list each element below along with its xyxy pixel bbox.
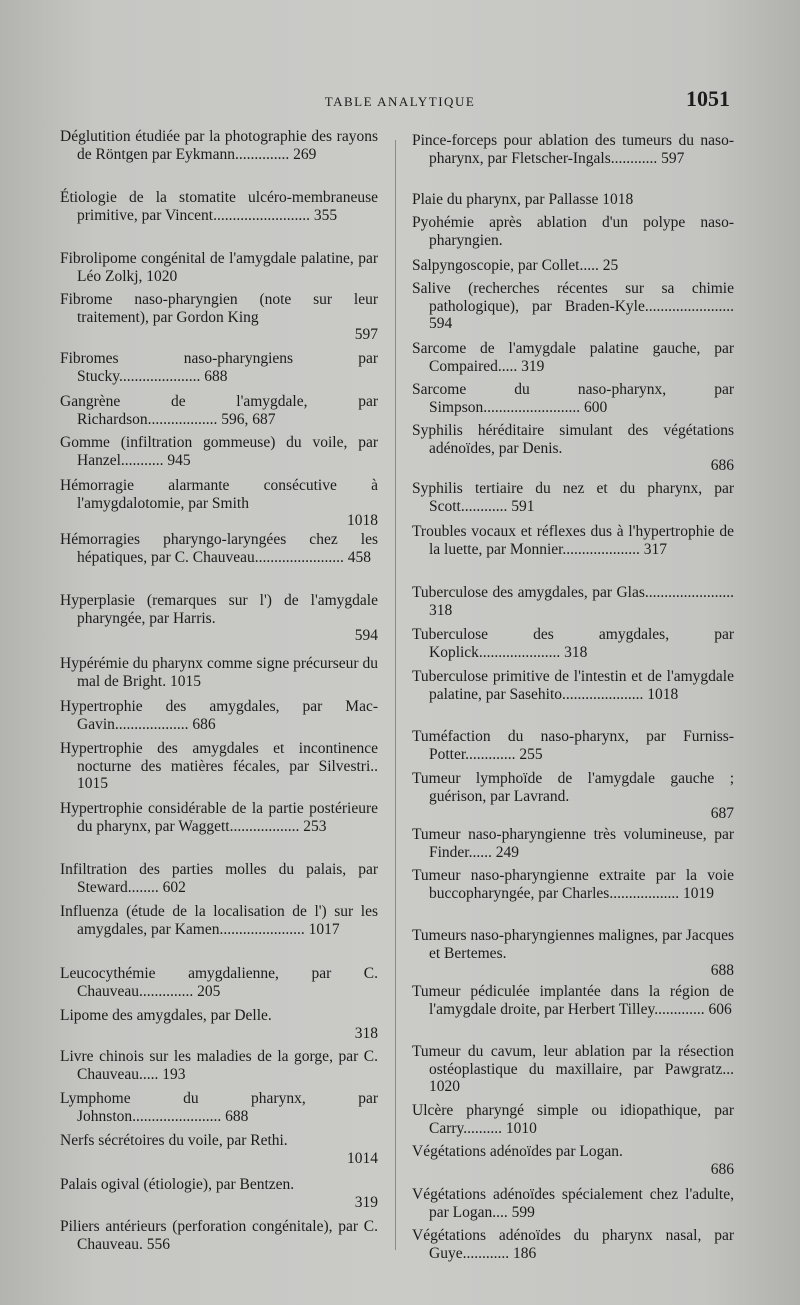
entry-text: Gomme (infiltration gommeuse) du voile, par Hanzel........... 945 (60, 434, 378, 469)
entry-text: Troubles vocaux et réflexes dus à l'hypertrophie de la luette, par Monnier.................... 317 (412, 523, 734, 558)
index-entry (60, 861, 378, 896)
entry-page: 318 (354, 1024, 378, 1042)
entry-text: Livre chinois sur les maladies de la gorge, par C. Chauveau..... 193 (60, 1048, 378, 1083)
index-entry (60, 740, 378, 793)
index-entry (60, 291, 378, 344)
index-entry (60, 250, 378, 285)
entry-text: Piliers antérieurs (perforation congénitale), par C. Chauveau. 556 (60, 1218, 378, 1253)
entry-page: 686 (710, 457, 734, 474)
entry-page: 319 (354, 1193, 378, 1211)
index-entry (412, 1227, 734, 1262)
entry-text: Hypertrophie considérable de la partie postérieure du pharynx, par Waggett.................. 253 (60, 800, 378, 835)
index-entry (412, 668, 734, 703)
index-entry (412, 422, 734, 475)
entry-text: Syphilis tertiaire du nez et du pharynx, par Scott............ 591 (412, 480, 734, 515)
index-entry (412, 214, 734, 249)
index-entry (60, 1176, 378, 1211)
entry-text: Fibrome naso-pharyngien (note sur leur traitement), par Gordon King (60, 291, 378, 326)
index-entry (412, 191, 734, 209)
entry-text: Plaie du pharynx, par Pallasse 1018 (412, 191, 634, 208)
index-entry (60, 128, 378, 163)
entry-page: 688 (710, 962, 734, 979)
index-entry (412, 1043, 734, 1096)
entry-text: Salive (recherches récentes sur sa chimie pathologique), par Braden-Kyle....................... 594 (412, 280, 734, 332)
index-entry (412, 927, 734, 980)
entry-text: Hypérémie du pharynx comme signe précurseur du mal de Bright. 1015 (60, 655, 378, 690)
entry-text: Végétations adénoïdes spécialement chez l'adulte, par Logan.... 599 (412, 1186, 734, 1221)
entry-text: Tuberculose des amygdales, par Glas....................... 318 (412, 584, 734, 619)
index-entry (60, 1218, 378, 1253)
entry-text: Salpyngoscopie, par Collet..... 25 (412, 257, 619, 274)
entry-text: Nerfs sécrétoires du voile, par Rethi. (60, 1132, 288, 1149)
entry-text: Tuberculose des amygdales, par Koplick..................... 318 (412, 626, 734, 661)
index-entry (60, 434, 378, 469)
entry-text: Sarcome de l'amygdale palatine gauche, par Compaired..... 319 (412, 340, 734, 375)
page-header (0, 86, 800, 116)
entry-text: Lipome des amygdales, par Delle. (60, 1007, 272, 1024)
entry-text: Déglutition étudiée par la photographie des rayons de Röntgen par Eykmann.............. 269 (60, 128, 378, 163)
index-entry (60, 903, 378, 938)
entry-text: Fibrolipome congénital de l'amygdale palatine, par Léo Zolkj, 1020 (60, 250, 378, 285)
index-entry (60, 477, 378, 530)
index-entry (412, 826, 734, 861)
index-entry (412, 867, 734, 902)
index-entry (412, 1143, 734, 1178)
entry-text: Leucocythémie amygdalienne, par C. Chauveau.............. 205 (60, 965, 378, 1000)
entry-text: Végétations adénoïdes par Logan. (412, 1143, 623, 1160)
index-entry (60, 393, 378, 428)
entry-text: Étiologie de la stomatite ulcéro-membraneuse primitive, par Vincent......................... 355 (60, 189, 378, 224)
entry-text: Tuméfaction du naso-pharynx, par Furniss-Potter............. 255 (412, 728, 734, 763)
index-entry (60, 965, 378, 1000)
column-divider (395, 140, 396, 1250)
index-entry (412, 280, 734, 333)
index-entry (60, 1132, 378, 1167)
entry-text: Hypertrophie des amygdales, par Mac-Gavin................... 686 (60, 698, 378, 733)
entry-page: 1014 (347, 1149, 378, 1167)
entry-text: Ulcère pharyngé simple ou idiopathique, par Carry.......... 1010 (412, 1102, 734, 1137)
index-entry (412, 584, 734, 619)
entry-text: Influenza (étude de la localisation de l') sur les amygdales, par Kamen...................... 1017 (60, 903, 378, 938)
entry-page: 686 (710, 1160, 734, 1178)
index-entry (412, 480, 734, 515)
index-entry (60, 350, 378, 385)
entry-text: Pince-forceps pour ablation des tumeurs du naso-pharynx, par Fletscher-Ingals............ 597 (412, 132, 734, 167)
entry-text: Tumeur naso-pharyngienne très volumineuse, par Finder...... 249 (412, 826, 734, 861)
entry-text: Lymphome du pharynx, par Johnston....................... 688 (60, 1090, 378, 1125)
index-entry (60, 1090, 378, 1125)
entry-text: Infiltration des parties molles du palais, par Steward........ 602 (60, 861, 378, 896)
entry-text: Tumeur naso-pharyngienne extraite par la voie buccopharyngée, par Charles.................. 1019 (412, 867, 734, 902)
entry-page: 687 (710, 805, 734, 822)
index-entry (412, 340, 734, 375)
index-entry (412, 1186, 734, 1221)
entry-text: Tumeur pédiculée implantée dans la région de l'amygdale droite, par Herbert Tilley............. 606 (412, 983, 734, 1018)
index-entry (412, 1102, 734, 1137)
index-entry (412, 770, 734, 823)
entry-text: Tumeur lymphoïde de l'amygdale gauche ; guérison, par Lavrand. (412, 770, 734, 805)
entry-text: Hyperplasie (remarques sur l') de l'amygdale pharyngée, par Harris. (60, 592, 378, 627)
entry-text: Hémorragies pharyngo-laryngées chez les hépatiques, par C. Chauveau....................... 458 (60, 531, 378, 566)
index-entry (60, 698, 378, 733)
index-entry (412, 983, 734, 1018)
index-entry (60, 800, 378, 835)
entry-text: Sarcome du naso-pharynx, par Simpson......................... 600 (412, 381, 734, 416)
index-entry (60, 531, 378, 566)
index-entry (60, 189, 378, 224)
index-entry (412, 523, 734, 558)
entry-text: Hémorragie alarmante consécutive à l'amygdalotomie, par Smith (60, 477, 378, 512)
entry-page: 594 (354, 627, 378, 644)
index-entry (412, 257, 734, 275)
index-entry (412, 626, 734, 661)
index-entry (60, 655, 378, 690)
index-entry (412, 132, 734, 167)
running-title: TABLE ANALYTIQUE (324, 94, 476, 109)
entry-page: 597 (354, 326, 378, 343)
index-entry (60, 1007, 378, 1042)
index-entry (412, 381, 734, 416)
entry-text: Fibromes naso-pharyngiens par Stucky..................... 688 (60, 350, 378, 385)
index-entry (60, 592, 378, 645)
entry-text: Végétations adénoïdes du pharynx nasal, par Guye............ 186 (412, 1227, 734, 1262)
entry-text: Tuberculose primitive de l'intestin et de l'amygdale palatine, par Sasehito..................... 1018 (412, 668, 734, 703)
index-entry (60, 1048, 378, 1083)
page-number: 1051 (686, 86, 730, 111)
entry-text: Pyohémie après ablation d'un polype naso-pharyngien. (412, 214, 734, 249)
entry-text: Gangrène de l'amygdale, par Richardson.................. 596, 687 (60, 393, 378, 428)
entry-text: Hypertrophie des amygdales et incontinence nocturne des matières fécales, par Silvestri.. 1015 (60, 740, 378, 792)
entry-text: Palais ogival (étiologie), par Bentzen. (60, 1176, 295, 1193)
entry-text: Syphilis héréditaire simulant des végétations adénoïdes, par Denis. (412, 422, 734, 457)
entry-text: Tumeur du cavum, leur ablation par la résection ostéoplastique du maxillaire, par Pawgratz... 1020 (412, 1043, 734, 1095)
entry-page: 1018 (347, 512, 378, 529)
entry-text: Tumeurs naso-pharyngiennes malignes, par Jacques et Bertemes. (412, 927, 734, 962)
index-entry (412, 728, 734, 763)
